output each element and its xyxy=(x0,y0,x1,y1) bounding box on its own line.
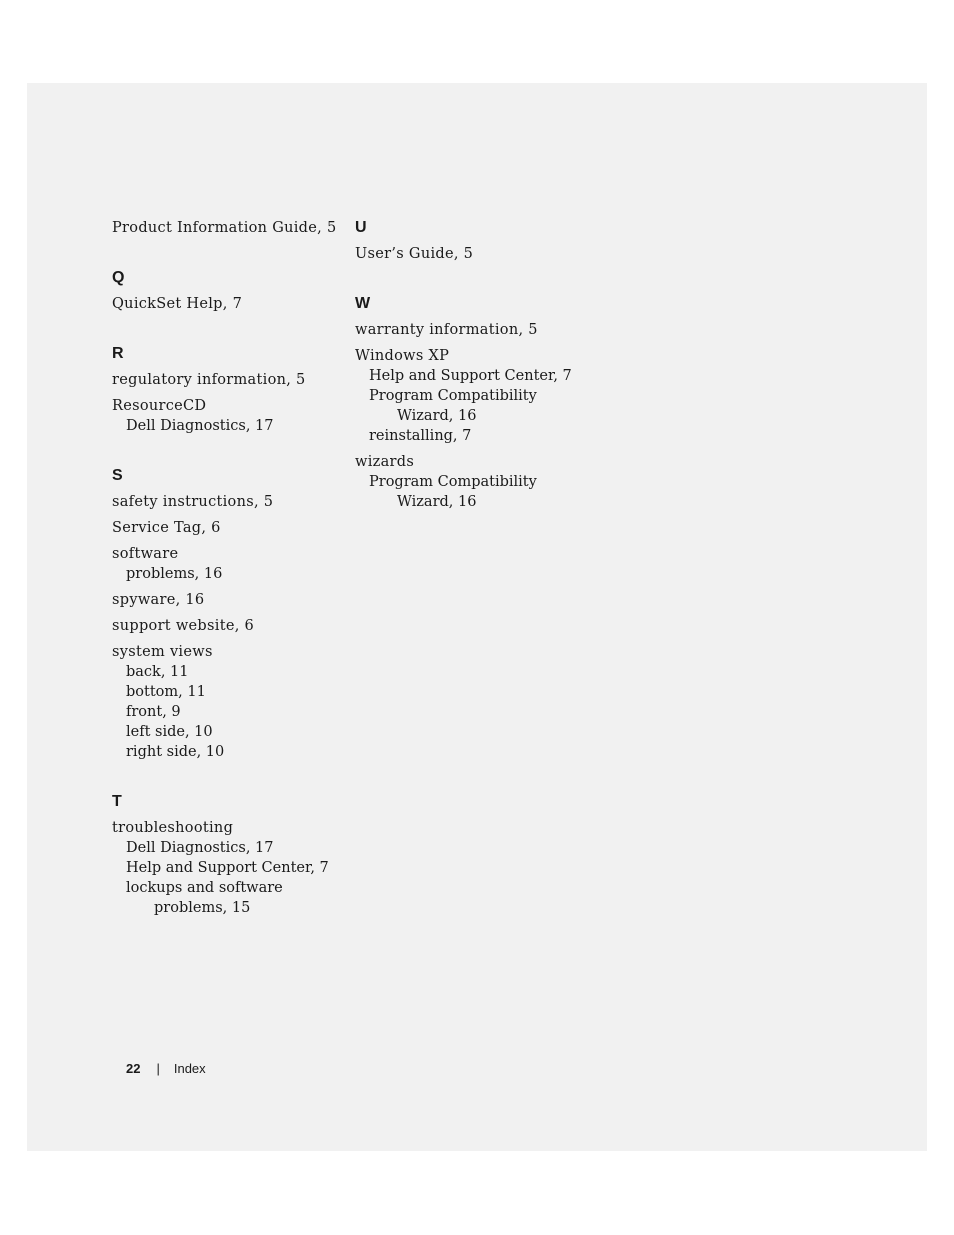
index-subentry: Program Compatibility xyxy=(369,388,537,404)
index-subentry: reinstalling, 7 xyxy=(369,428,472,444)
index-entry: User’s Guide, 5 xyxy=(355,246,474,262)
index-subentry: bottom, 11 xyxy=(126,684,206,700)
index-letter-heading: W xyxy=(355,295,371,312)
index-subentry: Help and Support Center, 7 xyxy=(369,368,572,384)
index-subentry: Program Compatibility xyxy=(369,474,537,490)
index-entry: system views back, 11 bottom, 11 front, 9 left side, 10 right side, 10 xyxy=(112,642,337,762)
index-letter-heading: S xyxy=(112,467,123,484)
index-letter-heading: U xyxy=(355,219,367,236)
index-letter-heading: R xyxy=(112,345,124,362)
index-letter-heading: T xyxy=(112,793,122,810)
index-entry: spyware, 16 xyxy=(112,592,205,608)
index-subentry: front, 9 xyxy=(126,704,181,720)
index-subentry: back, 11 xyxy=(126,664,189,680)
index-subentry: Dell Diagnostics, 17 xyxy=(126,840,274,856)
page-footer xyxy=(126,1061,206,1076)
index-subentry: problems, 16 xyxy=(126,566,223,582)
index-column-right xyxy=(355,218,572,518)
index-entry: QuickSet Help, 7 xyxy=(112,296,243,312)
index-subentry: right side, 10 xyxy=(126,744,225,760)
index-subentry-continuation: Wizard, 16 xyxy=(397,408,477,424)
index-subentry: left side, 10 xyxy=(126,724,213,740)
index-entry: Product Information Guide, 5 xyxy=(112,220,337,236)
index-subentry-continuation: Wizard, 16 xyxy=(397,494,477,510)
index-entry: troubleshooting Dell Diagnostics, 17 Help and Support Center, 7 lockups and software problems, 15 xyxy=(112,818,337,918)
index-subentry-continuation: problems, 15 xyxy=(154,900,251,916)
footer-section-title: Index xyxy=(173,1061,206,1076)
index-entry: warranty information, 5 xyxy=(355,322,538,338)
index-entry: Windows XP Help and Support Center, 7 Program Compatibility Wizard, 16 reinstalling, 7 xyxy=(355,348,572,444)
index-entry: wizards Program Compatibility Wizard, 16 xyxy=(355,452,572,512)
page-number: 22 xyxy=(126,1061,141,1076)
footer-separator: | xyxy=(156,1061,160,1076)
index-subentry: Help and Support Center, 7 xyxy=(126,860,329,876)
index-subentry: Dell Diagnostics, 17 xyxy=(126,418,274,434)
index-column-left xyxy=(112,218,337,924)
index-entry: regulatory information, 5 xyxy=(112,372,306,388)
index-letter-heading: Q xyxy=(112,269,125,286)
index-entry: ResourceCD Dell Diagnostics, 17 xyxy=(112,396,337,436)
index-entry: safety instructions, 5 xyxy=(112,494,274,510)
index-entry: software problems, 16 xyxy=(112,544,337,584)
index-entry: Service Tag, 6 xyxy=(112,520,221,536)
index-subentry: lockups and software xyxy=(126,880,283,896)
index-entry: support website, 6 xyxy=(112,618,255,634)
